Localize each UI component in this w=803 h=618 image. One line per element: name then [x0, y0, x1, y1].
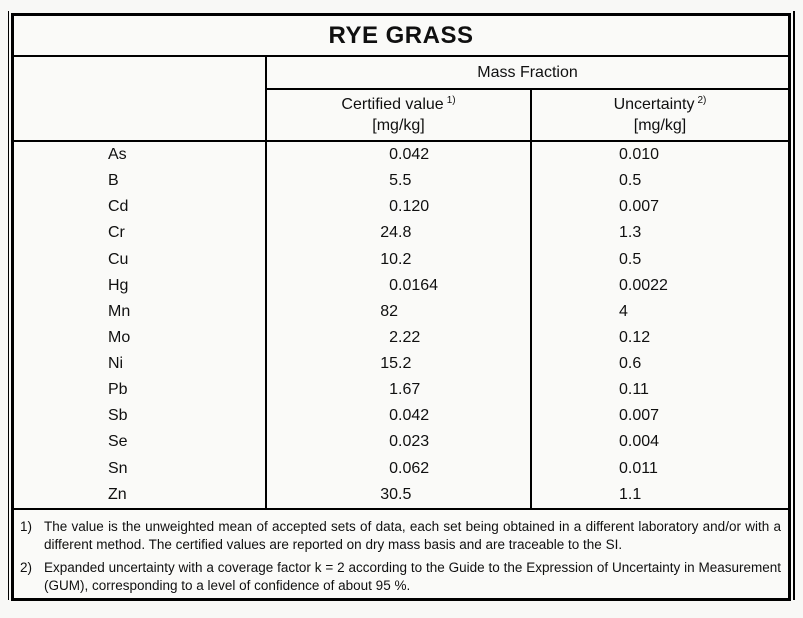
footnote-2-marker: 2) [20, 560, 33, 576]
uncertainty-value: 0.010 [530, 142, 788, 168]
certified-int-part: 30 [380, 485, 398, 503]
table-row [14, 273, 788, 299]
certified-value [265, 299, 530, 325]
certified-int-part: 24 [380, 224, 398, 242]
certified-frac-part: .67 [398, 381, 421, 399]
certified-value-header [267, 90, 530, 140]
uncertainty-value: 0.007 [530, 403, 788, 429]
certified-value [265, 247, 530, 273]
footnote-1 [20, 518, 784, 553]
table-row [14, 403, 788, 429]
certified-value-label-text: Certified value [341, 96, 444, 113]
certified-int-part: 0 [389, 407, 398, 425]
table-row [14, 247, 788, 273]
outer-right-rule [793, 11, 795, 600]
uncertainty-value: 4 [530, 299, 788, 325]
element-symbol: Mn [108, 302, 131, 320]
certified-int-part: 15 [380, 355, 398, 373]
footnote-2-text: Expanded uncertainty with a coverage factor k = 2 according to the Guide to the Expression of Uncertainty in Measurement (GUM), corresponding to a level of confidence of about 95 %. [44, 560, 781, 593]
element-symbol: Sn [108, 459, 128, 477]
element-symbol: Pb [108, 381, 128, 399]
element-symbol: Mo [108, 328, 131, 346]
uncertainty-value: 0.11 [530, 377, 788, 403]
mass-fraction-header-group [265, 57, 788, 140]
uncertainty-value: 1.1 [530, 482, 788, 508]
uncertainty-header [530, 90, 788, 140]
table-row [14, 142, 788, 168]
certified-value [265, 429, 530, 455]
footnotes-section [14, 510, 788, 594]
table-row [14, 168, 788, 194]
uncertainty-value: 0.007 [530, 194, 788, 220]
certified-frac-part: .120 [398, 198, 430, 216]
element-symbol: Hg [108, 276, 129, 294]
certified-value [265, 168, 530, 194]
certified-value-label [341, 94, 455, 115]
uncertainty-value: 0.004 [530, 429, 788, 455]
table-row [14, 325, 788, 351]
certified-frac-part: .2 [398, 250, 412, 268]
certified-value [265, 482, 530, 508]
element-symbol: B [108, 172, 119, 190]
uncertainty-unit: [mg/kg] [633, 117, 687, 134]
element-symbol: Sb [108, 407, 128, 425]
certified-frac-part: .5 [398, 485, 412, 503]
certified-value [265, 325, 530, 351]
table-row [14, 194, 788, 220]
certified-value [265, 456, 530, 482]
element-symbol: Zn [108, 485, 127, 503]
element-symbol: Cr [108, 224, 125, 242]
table-row [14, 377, 788, 403]
certified-frac-part: .8 [398, 224, 412, 242]
certified-value [265, 142, 530, 168]
footnote-1-marker: 1) [20, 519, 33, 534]
certified-int-part: 5 [389, 172, 398, 190]
certified-frac-part: .042 [398, 146, 430, 164]
uncertainty-value: 0.011 [530, 456, 788, 482]
element-symbol: As [108, 146, 127, 164]
certified-value [265, 194, 530, 220]
table-header [14, 57, 788, 142]
certified-frac-part: .0164 [398, 276, 439, 294]
uncertainty-value: 0.6 [530, 351, 788, 377]
uncertainty-value: 0.5 [530, 247, 788, 273]
element-symbol: Cd [108, 198, 129, 216]
certified-int-part: 0 [389, 433, 398, 451]
outer-left-rule [8, 11, 9, 600]
table-row [14, 220, 788, 246]
certified-frac-part: .22 [398, 328, 421, 346]
certified-int-part: 0 [389, 459, 398, 477]
table-row [14, 429, 788, 455]
certificate-table [11, 13, 791, 601]
footnote-ref-2: 2) [697, 94, 707, 106]
table-title: RYE GRASS [14, 16, 788, 57]
uncertainty-value: 0.0022 [530, 273, 788, 299]
certified-frac-part: .062 [398, 459, 430, 477]
footnote-2 [20, 559, 784, 594]
uncertainty-value: 1.3 [530, 220, 788, 246]
certified-int-part: 2 [389, 328, 398, 346]
element-symbol: Ni [108, 355, 124, 373]
certified-int-part: 0 [389, 146, 398, 164]
certified-value [265, 220, 530, 246]
uncertainty-label [614, 94, 707, 115]
footnote-ref-1: 1) [446, 94, 456, 106]
certified-value [265, 273, 530, 299]
certified-int-part: 1 [389, 381, 398, 399]
certified-value [265, 351, 530, 377]
table-body [14, 142, 788, 510]
certified-int-part: 10 [380, 250, 398, 268]
certified-int-part: 0 [389, 198, 398, 216]
element-column-header [14, 57, 265, 140]
certified-value [265, 377, 530, 403]
table-row [14, 482, 788, 508]
certified-frac-part: .5 [398, 172, 412, 190]
certified-int-part: 0 [389, 276, 398, 294]
certified-value [265, 403, 530, 429]
table-row [14, 456, 788, 482]
footnote-1-text: The value is the unweighted mean of accepted sets of data, each set being obtained in a different laboratory and/or with a different method. The certified values are reported on dry mass basis and are traceable to the SI. [44, 519, 781, 552]
certified-frac-part: .2 [398, 355, 412, 373]
element-symbol: Cu [108, 250, 129, 268]
certified-int-part: 82 [380, 302, 398, 320]
mass-fraction-label: Mass Fraction [267, 57, 788, 90]
certified-value-unit: [mg/kg] [372, 117, 425, 134]
sub-header-row [267, 90, 788, 140]
uncertainty-value: 0.12 [530, 325, 788, 351]
certified-frac-part: .042 [398, 407, 430, 425]
uncertainty-value: 0.5 [530, 168, 788, 194]
element-symbol: Se [108, 433, 128, 451]
table-row [14, 351, 788, 377]
certified-frac-part: .023 [398, 433, 430, 451]
table-row [14, 299, 788, 325]
uncertainty-label-text: Uncertainty [613, 96, 695, 113]
